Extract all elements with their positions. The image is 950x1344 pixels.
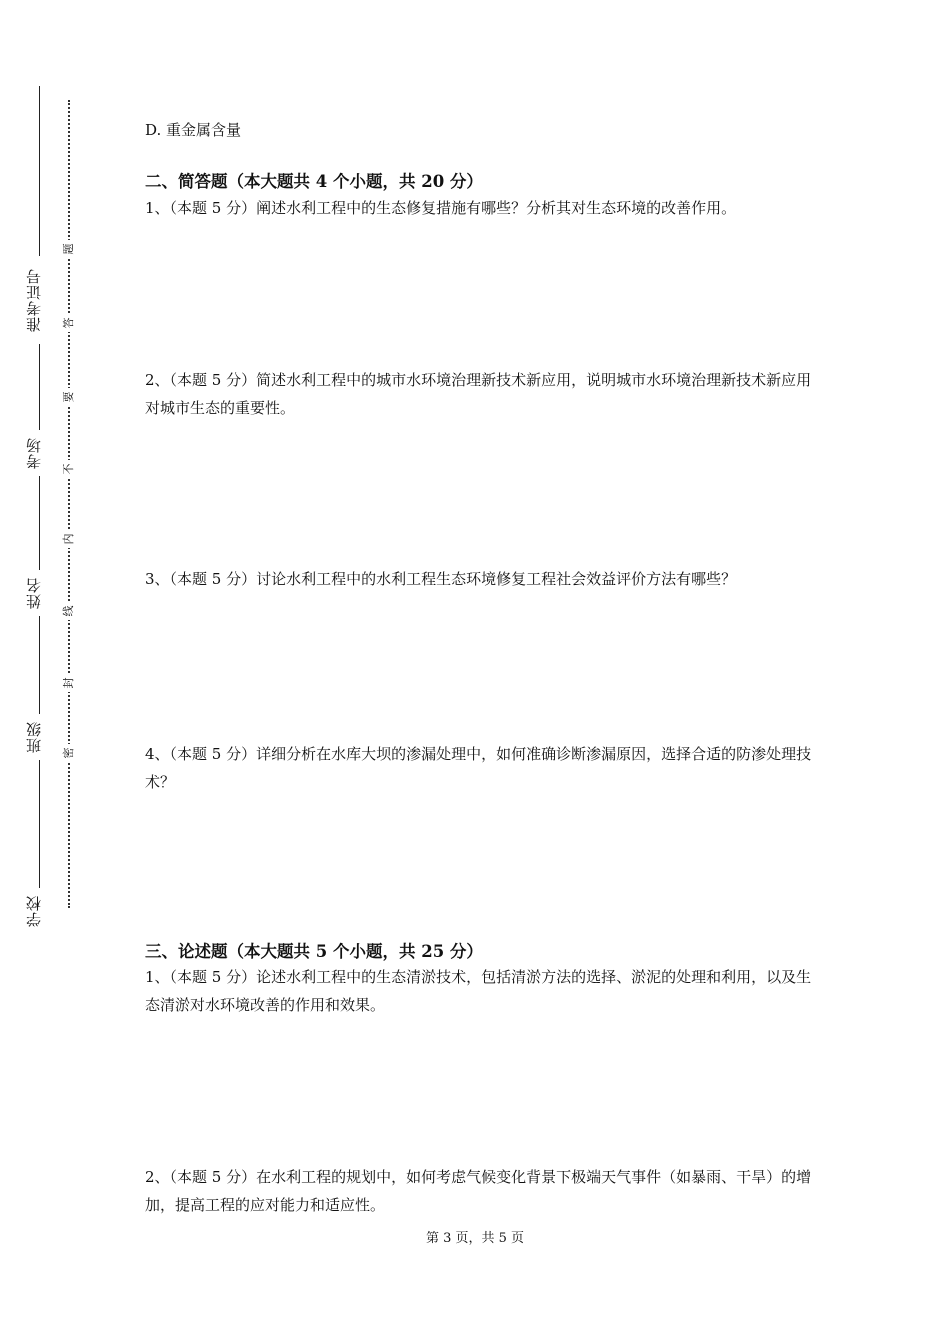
school-label: 学校 xyxy=(22,888,46,934)
binding-line-dotted xyxy=(68,100,70,908)
question-3-1: 1、（本题 5 分）论述水利工程中的生态清淤技术，包括清淤方法的选择、淤泥的处理和利用，以及生态清淤对水环境改善的作用和效果。 xyxy=(145,968,812,1014)
class-label: 班级 xyxy=(22,714,46,760)
question-2-3: 3、（本题 5 分）讨论水利工程中的水利工程生态环境修复工程社会效益评价方法有哪些？ xyxy=(145,570,737,588)
question-2-1: 1、（本题 5 分）阐述水利工程中的生态修复措施有哪些？分析其对生态环境的改善作用。 xyxy=(145,199,737,217)
seal-char-feng: 封 xyxy=(62,674,76,692)
seal-char-ti: 题 xyxy=(62,240,76,258)
page-footer: 第 3 页，共 5 页 xyxy=(425,1231,525,1246)
exam-room-label: 考场 xyxy=(22,430,46,476)
name-label: 姓名 xyxy=(22,570,46,616)
exam-id-label: 准考证号 xyxy=(22,256,46,344)
seal-char-bu: 不 xyxy=(62,460,76,478)
seal-char-nei: 内 xyxy=(62,530,76,548)
section-2-title: 二、简答题（本大题共 4 个小题，共 20 分） xyxy=(145,172,483,191)
section-3-title: 三、论述题（本大题共 5 个小题，共 25 分） xyxy=(145,942,483,961)
seal-char-yao: 要 xyxy=(62,388,76,406)
question-3-2: 2、（本题 5 分）在水利工程的规划中，如何考虑气候变化背景下极端天气事件（如暴雨、干旱）的增加，提高工程的应对能力和适应性。 xyxy=(145,1168,812,1214)
question-2-2: 2、（本题 5 分）简述水利工程中的城市水环境治理新技术新应用，说明城市水环境治理新技术新应用对城市生态的重要性。 xyxy=(145,371,812,417)
binding-line-solid xyxy=(39,86,40,926)
seal-char-mi: 密 xyxy=(62,744,76,762)
option-d: D. 重金属含量 xyxy=(145,121,242,139)
seal-char-da: 答 xyxy=(62,314,76,332)
question-2-4: 4、（本题 5 分）详细分析在水库大坝的渗漏处理中，如何准确诊断渗漏原因，选择合适的防渗处理技术？ xyxy=(145,745,812,791)
seal-char-xian: 线 xyxy=(62,602,76,620)
